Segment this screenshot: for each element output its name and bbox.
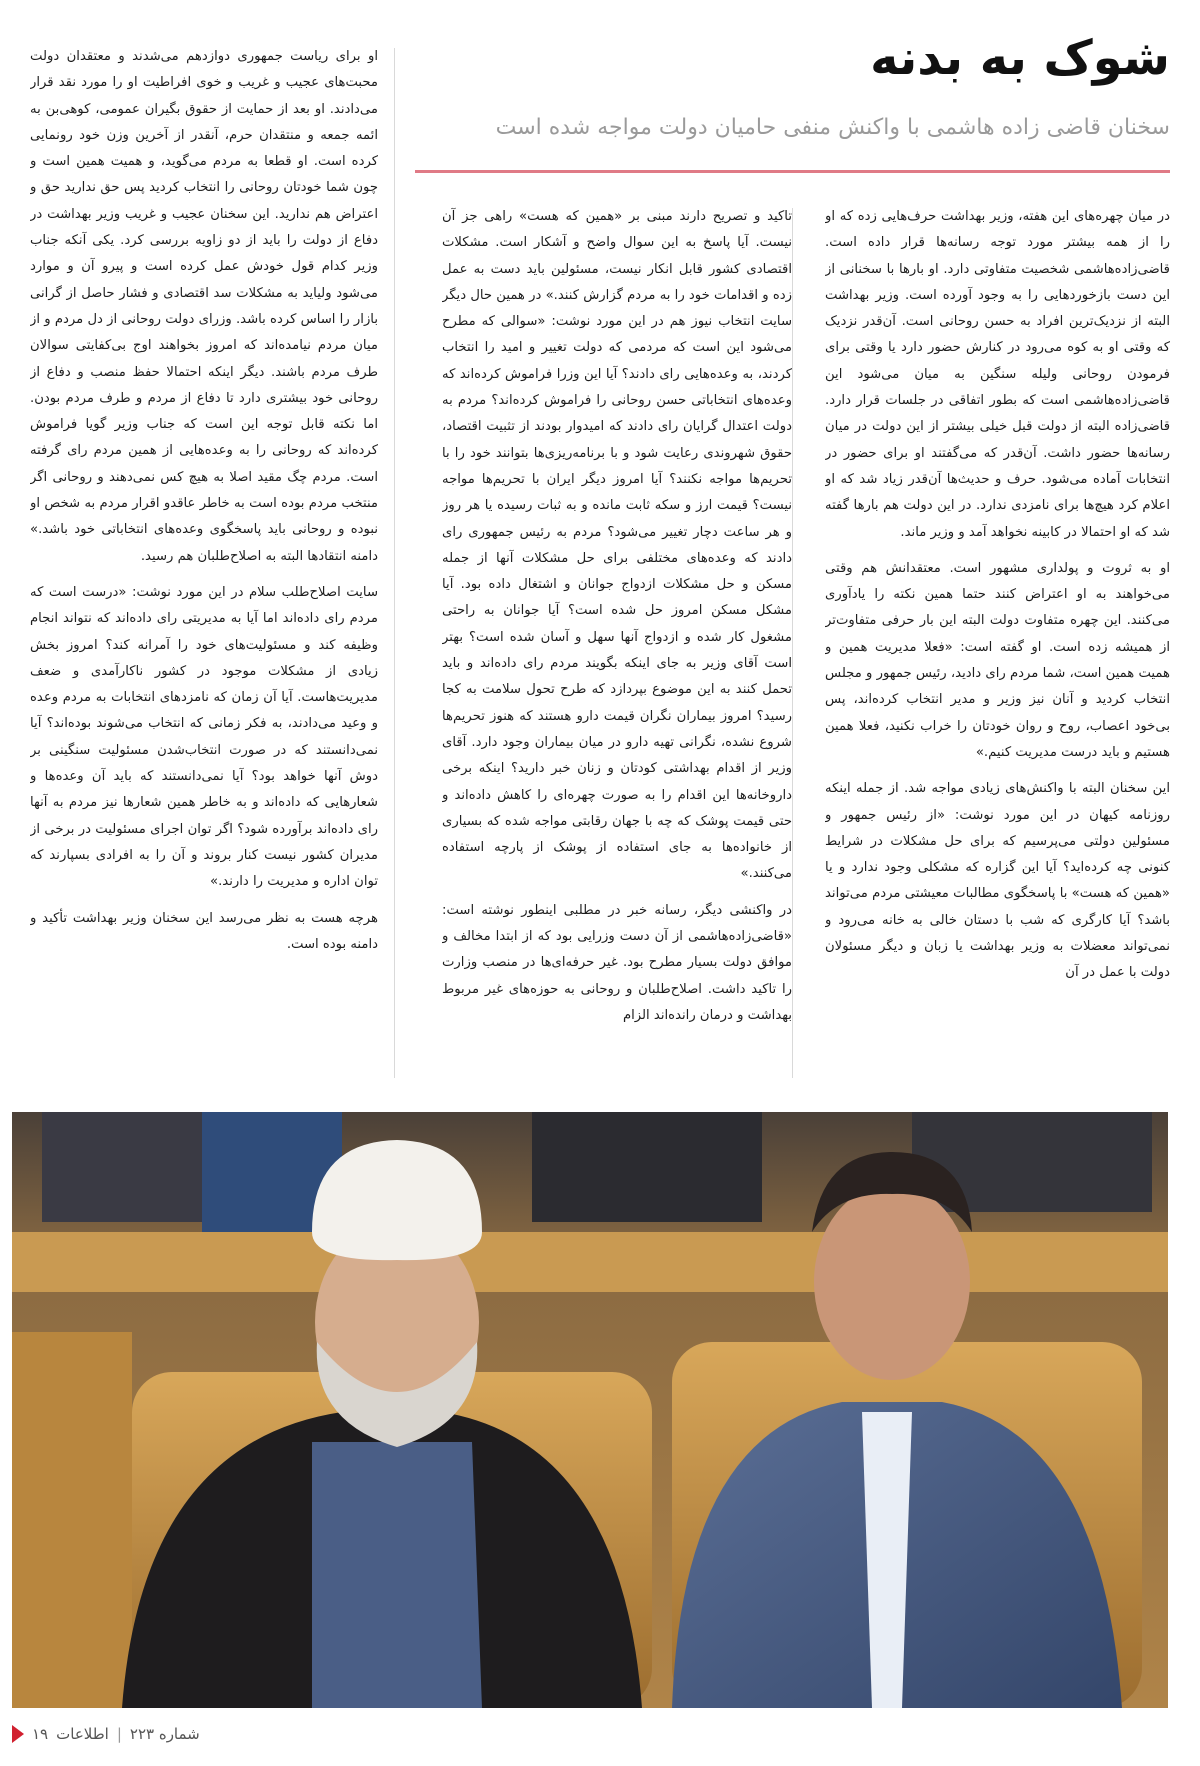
chair-far-left xyxy=(12,1332,132,1708)
article-title: شوک به بدنه xyxy=(870,30,1170,86)
column-divider xyxy=(792,208,793,1078)
article-column-left xyxy=(30,44,378,1084)
paragraph: هرچه هست به نظر می‌رسد این سخنان وزیر بهداشت تأکید و دامنه بوده است. xyxy=(30,910,378,952)
footer-separator: | xyxy=(116,1725,122,1743)
photo-illustration xyxy=(12,1112,1168,1708)
paragraph: سایت اصلاح‌طلب سلام در این مورد نوشت: «درست است که مردم رای داده‌اند اما آیا به مدیریتی رای داده‌اند که نتواند انجام وظیفه کند و مسئولیت‌های خود را آمرانه کند؟ امروز بخش زیادی از مشکلات موجود در کشور ناکارآمدی و ضعف مدیریت‌هاست. آیا آن زمان که نامزدهای انتخابات به مردم وعده و وعید می‌دادند، به فکر زمانی که انتخاب می‌شوند بوده‌اند؟ آیا نمی‌دانستند که در صورت انتخاب‌شدن مسئولیت سنگینی بر دوش آنها خواهد بود؟ آیا نمی‌دانستند که باید آن وعده‌ها و شعارهایی که داده‌اند و به خاطر همین شعارها نیز مردم به آنها رای داده‌اند برآورده شود؟ اگر توان اجرای مسئولیت در برخی از مدیران کشور نیست کنار بروند و آن را به افرادی بسپارند که توان اداره و مدیریت را دارند.» xyxy=(30,584,378,890)
title-underline xyxy=(415,170,1170,173)
issue-label: شماره ۲۲۳ xyxy=(129,1725,200,1743)
paragraph: در واکنشی دیگر، رسانه خبر در مطلبی اینطور نوشته است: «قاضی‌زاده‌هاشمی از آن دست وزرایی بود که از ابتدا مخالف و موافق دولت بسیار مطرح بود. غیر حرفه‌ای‌ها در منصب وزارت را تاکید داشت. اصلاح‌طلبان و روحانی به حوزه‌های غیر مربوط بهداشت و درمان رانده‌اند الزام xyxy=(442,902,792,1023)
paragraph: این سخنان البته با واکنش‌های زیادی مواجه شد. از جمله اینکه روزنامه کیهان در این مورد نوشت: «از رئیس جمهور و مسئولین دولتی می‌پرسیم که برای حل مشکلات در شرایط کنونی چه کرده‌اید؟ آیا این گزاره که مشکلی وجود ندارد و یا «همین که هست» با پاسخگوی مطالبات معیشتی مردم می‌تواند باشد؟ آیا کارگری که شب با دستان خالی به خانه می‌رود و نمی‌تواند معضلات به وزیر بهداشت یا زبان و دیگر مسئولان دولت با عمل در آن xyxy=(825,781,1170,981)
column-divider xyxy=(394,48,395,1078)
article-column-right xyxy=(825,204,1170,1084)
paragraph: او برای ریاست جمهوری دوازدهم می‌شدند و معتقدان دولت محبت‌های عجیب و غریب و خوی افراطیت او را مورد نقد قرار می‌دادند. او بعد از حمایت از حقوق بگیران عمومی، کوهی‌بن به ائمه جمعه و منتقدان حرم، آنقدر از آخرین وزن خود رونمایی کرده است. او قطعا به مردم می‌گوید، و همیت همین است و چون شما خودتان روحانی را انتخاب کردید پس حق ندارید حق و اعتراض هم ندارید. این سخنان عجیب و غریب وزیر بهداشت در دفاع از دولت را باید از دو زاویه بررسی کرد. یکی آنکه جناب وزیر کدام قول خودش عمل کرده است و پیرو آن و موارد می‌شود ولیاید به مشکلات سد اقتصادی و فشار حاصل از گرانی بازار را اساس کرده باشد. وزرای دولت روحانی از دل مردم و از میان مردم نیامده‌اند که امروز بخواهند اوج بی‌کفایتی سوالان طرف مردم باشند. دیگر اینکه احتمالا حفظ منصب و دفاع از روحانی خود بیشتری دارد تا دفاع از مردم و طرف مردم بودن. اما نکته قابل توجه این است که جناب وزیر گویا فراموش کرده‌اند که روحانی را به وعده‌هایی از همین مردم رای گرفته است. مردم چگ مقید اصلا به هیچ کس نمی‌دهند و روحانی اگر منتخب مردم بوده است به خاطر عاقدو اقرار مردم به شخص او نبوده و روحانی باید پاسخگوی وعده‌های انتخاباتی خود باشد.» دامنه انتقادها البته به اصلاح‌طلبان هم رسید. xyxy=(30,49,378,564)
paragraph: تاکید و تصریح دارند مبنی بر «همین که هست» راهی جز آن نیست. آیا پاسخ به این سوال واضح و آشکار است. مشکلات اقتصادی کشور قابل انکار نیست، مسئولین باید دست به عمل زده و اقدامات خود را به مردم گزارش کنند.» در همین حال دیگر سایت انتخاب نیوز هم در این مورد نوشت: «سوالی که مطرح می‌شود این است که مردمی که دولت تغییر و امید را انتخاب کردند، به وعده‌هایی رای دادند؟ آیا این وزرا فراموش کرده‌اند که وعده‌های انتخاباتی حسن روحانی را فراموش کرده‌اند؟ مردم به دولت اعتدال گرایان رای دادند که امیدوار بودند از تثبیت اقتصاد، حقوق شهروندی رعایت شود و با برنامه‌ریزی‌ها بتوانند خود را با تحریم‌ها مواجه نکنند؟ آیا امروز دیگر ایران با تحریم‌ها مواجه نیست؟ قیمت ارز و سکه ثابت مانده و به ثبات رسیده یا هر روز و هر ساعت دچار تغییر می‌شود؟ مردم به رئیس جمهوری رای دادند که وعده‌های مختلفی برای حل مشکلات آنها از جمله مسکن و حل مشکلات ازدواج جوانان و اشتغال داده بود. آیا مشکل مسکن امروز حل شده است؟ آیا جوانان به راحتی مشغول کار شده و ازدواج آنها سهل و آسان شده است؟ بهتر است آقای وزیر به جای اینکه بگویند مردم رای داده‌اند و باید تحمل کنند به این موضوع بپردازد که طرح تحول سلامت به کجا رسید؟ امروز بیماران نگران قیمت دارو هستند که هنوز تحریم‌ها شروع نشده، نگرانی تهیه دارو در میان بیماران وجود دارد. آقای وزیر از اقدام بهداشتی کودتان و زنان خبر دارید؟ اینکه برخی داروخانه‌ها این اقدام را به صورت چهره‌ای را کاهش داده‌اند و حتی قیمت پوشک که چه با جهان رقابتی مواجه شده که بسیاری از خانواده‌ها به جای استفاده از پوشک از پارچه استفاده می‌کنند.» xyxy=(442,209,792,882)
robe-inner xyxy=(312,1442,482,1708)
background-person xyxy=(532,1112,762,1222)
paragraph: او به ثروت و پولداری مشهور است. معتقدانش هم وقتی می‌خواهند به او اعتراض کنند حتما همین نکته را یادآوری می‌کنند. این چهره متفاوت دولت البته این بار حرفی متفاوت‌تر از همیشه زده است. او گفته است: «فعلا مدیریت همین و همیت همین است، شما مردم رای دادید، رئیس جمهور و مجلس انتخاب کردید و آنان نیز وزیر و مدیر انتخاب کرده‌اند، پس بی‌خود اعصاب، روح و روان خودتان را خراب نکنید، فعلا همین هستیم و باید درست مدیریت کنیم.» xyxy=(825,560,1170,760)
article-column-middle xyxy=(442,204,792,1084)
page-number: ۱۹ xyxy=(32,1725,49,1743)
article-subtitle: سخنان قاضی زاده هاشمی با واکنش منفی حامیان دولت مواجه شده است xyxy=(495,115,1170,140)
publication-name: اطلاعات xyxy=(56,1725,109,1743)
article-photo xyxy=(12,1112,1168,1708)
face-right xyxy=(814,1184,970,1380)
paragraph: در میان چهره‌های این هفته، وزیر بهداشت حرف‌هایی زده که او را از همه بیشتر مورد توجه رسانه‌ها قرار داده است. قاضی‌زاده‌هاشمی شخصیت متفاوتی دارد. او بارها با سخنانی از این دست بازخوردهایی را به وجود آورده است. وزیر بهداشت البته از نزدیک‌ترین افراد به حسن روحانی است. آن‌قدر نزدیک که وقتی او به کوه می‌رود در کنارش حضور دارد یا وقتی برای فرمودن روحانی ولیله سنگین به میان می‌شود این قاضی‌زاده‌هاشمی است که بطور اتفاقی در جلسات قرار دارد. قاضی‌زاده البته از دولت قبل خیلی بیشتر از این دولت در میان رسانه‌ها حضور داشت. آن‌قدر که می‌گفتند او برای حضور در انتخابات آماده می‌شود. حرف و حدیث‌ها آن‌قدر زیاد شد که او اعلام کرد هیچ‌ها برای نامزدی ندارد. در این دولت هم بارها گفته شد که او احتمالا در کابینه نخواهد آمد و وزیر ماند. xyxy=(825,209,1170,540)
page-footer xyxy=(12,1722,200,1746)
seat-row xyxy=(12,1232,1168,1292)
footer-triangle-icon xyxy=(12,1725,24,1743)
